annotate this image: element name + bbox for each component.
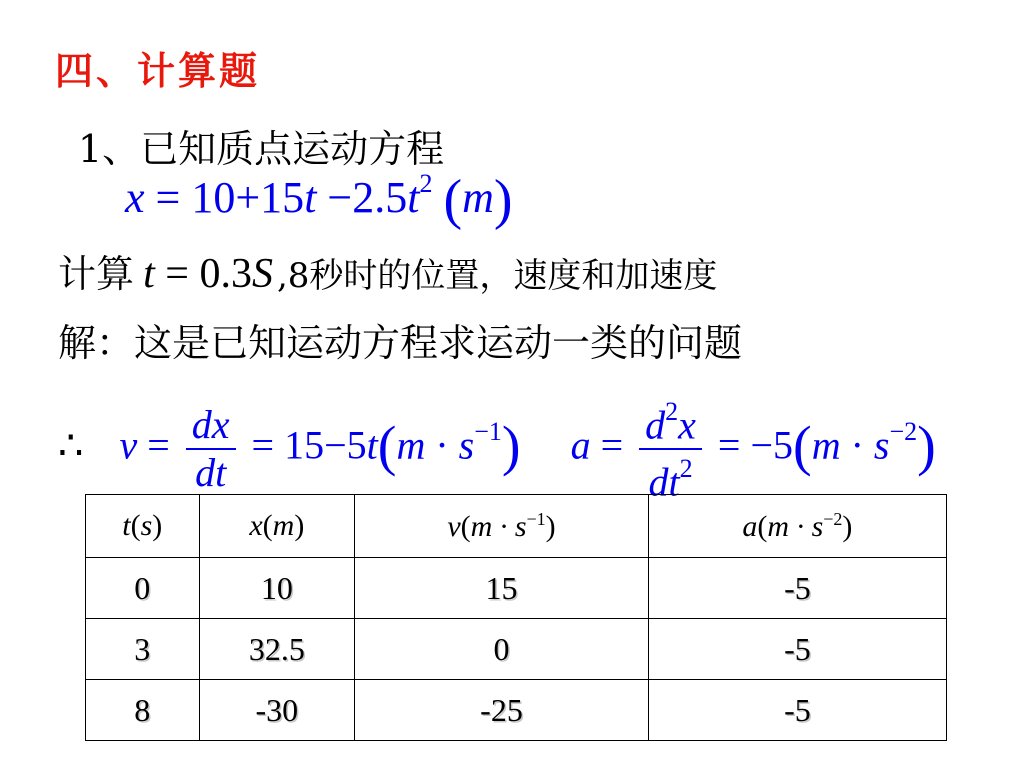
v-unit-s: s — [458, 422, 475, 468]
v-symbol: v — [119, 422, 138, 468]
table-header-row — [86, 495, 947, 558]
compute-label: 计算 — [58, 252, 135, 296]
table-cell: 15 — [355, 558, 649, 619]
derivative-equations: ∴ v = $\frac{dx}{dt}$ = $15-5t(m \cdot s^{-1})$ a = $\frac{d^2x}{dt^2}$ = $-5(m \cdot s^{-2})$ — [58, 393, 936, 506]
header-x: x(m) — [199, 495, 355, 558]
eq-exponent: 2 — [419, 169, 433, 199]
header-t: t(s) — [86, 495, 200, 558]
v-numerator: dx — [186, 402, 236, 450]
therefore-symbol: ∴ — [58, 422, 84, 468]
table-cell: -5 — [648, 558, 946, 619]
eq-equals: = — [155, 173, 192, 222]
problem-statement-line: 1、已知质点运动方程 — [78, 127, 445, 171]
v-unit-m: m — [396, 422, 426, 468]
a-fraction — [639, 393, 702, 506]
a-symbol: a — [570, 422, 591, 468]
header-a: $a(m \cdot s^{-2})$ — [648, 495, 946, 558]
eq-t1: t — [304, 173, 317, 222]
eq-t2: t — [407, 173, 420, 222]
table-cell: 8 — [86, 680, 200, 741]
table-cell: -5 — [648, 619, 946, 680]
compute-rest: ,8秒时的位置，速度和加速度 — [276, 256, 718, 296]
table-cell: -25 — [355, 680, 649, 741]
header-v: $v(m \cdot s^{-1})$ — [355, 495, 649, 558]
a-unit-m: m — [811, 422, 841, 468]
motion-equation: $x = 10+15t -2.5t^2$ (m) — [125, 169, 513, 231]
v-result: 15−5 — [284, 422, 367, 468]
table-row — [86, 558, 947, 619]
table-row — [86, 680, 947, 741]
section-heading: 四、计算题 — [55, 49, 261, 93]
a-unit-exp: −2 — [889, 417, 918, 447]
a-result: −5 — [750, 422, 794, 468]
results-table — [85, 494, 947, 741]
eq-unit: m — [462, 173, 494, 222]
a-unit-s: s — [873, 422, 890, 468]
eq-term-b: −2.5 — [327, 173, 408, 222]
table-cell: 3 — [86, 619, 200, 680]
eq-term-a: 10+15 — [191, 173, 305, 222]
v-unit-exp: −1 — [474, 417, 502, 447]
compute-math: t = 0.3S — [143, 251, 273, 297]
v-t: t — [366, 422, 378, 468]
solution-intro: 解：这是已知运动方程求运动一类的问题 — [58, 321, 743, 365]
table-cell: -5 — [648, 680, 946, 741]
table-row — [86, 619, 947, 680]
table-cell: 32.5 — [199, 619, 355, 680]
compute-line — [58, 243, 717, 298]
table-cell: 0 — [86, 558, 200, 619]
eq-lhs: x — [125, 173, 145, 222]
v-fraction — [186, 402, 236, 496]
a-numerator: $d^2x$ — [639, 393, 702, 450]
table-cell: 0 — [355, 619, 649, 680]
table-cell: -30 — [199, 680, 355, 741]
a-denominator: $dt^2$ — [648, 454, 693, 505]
table-cell: 10 — [199, 558, 355, 619]
v-denominator: dt — [195, 450, 227, 496]
